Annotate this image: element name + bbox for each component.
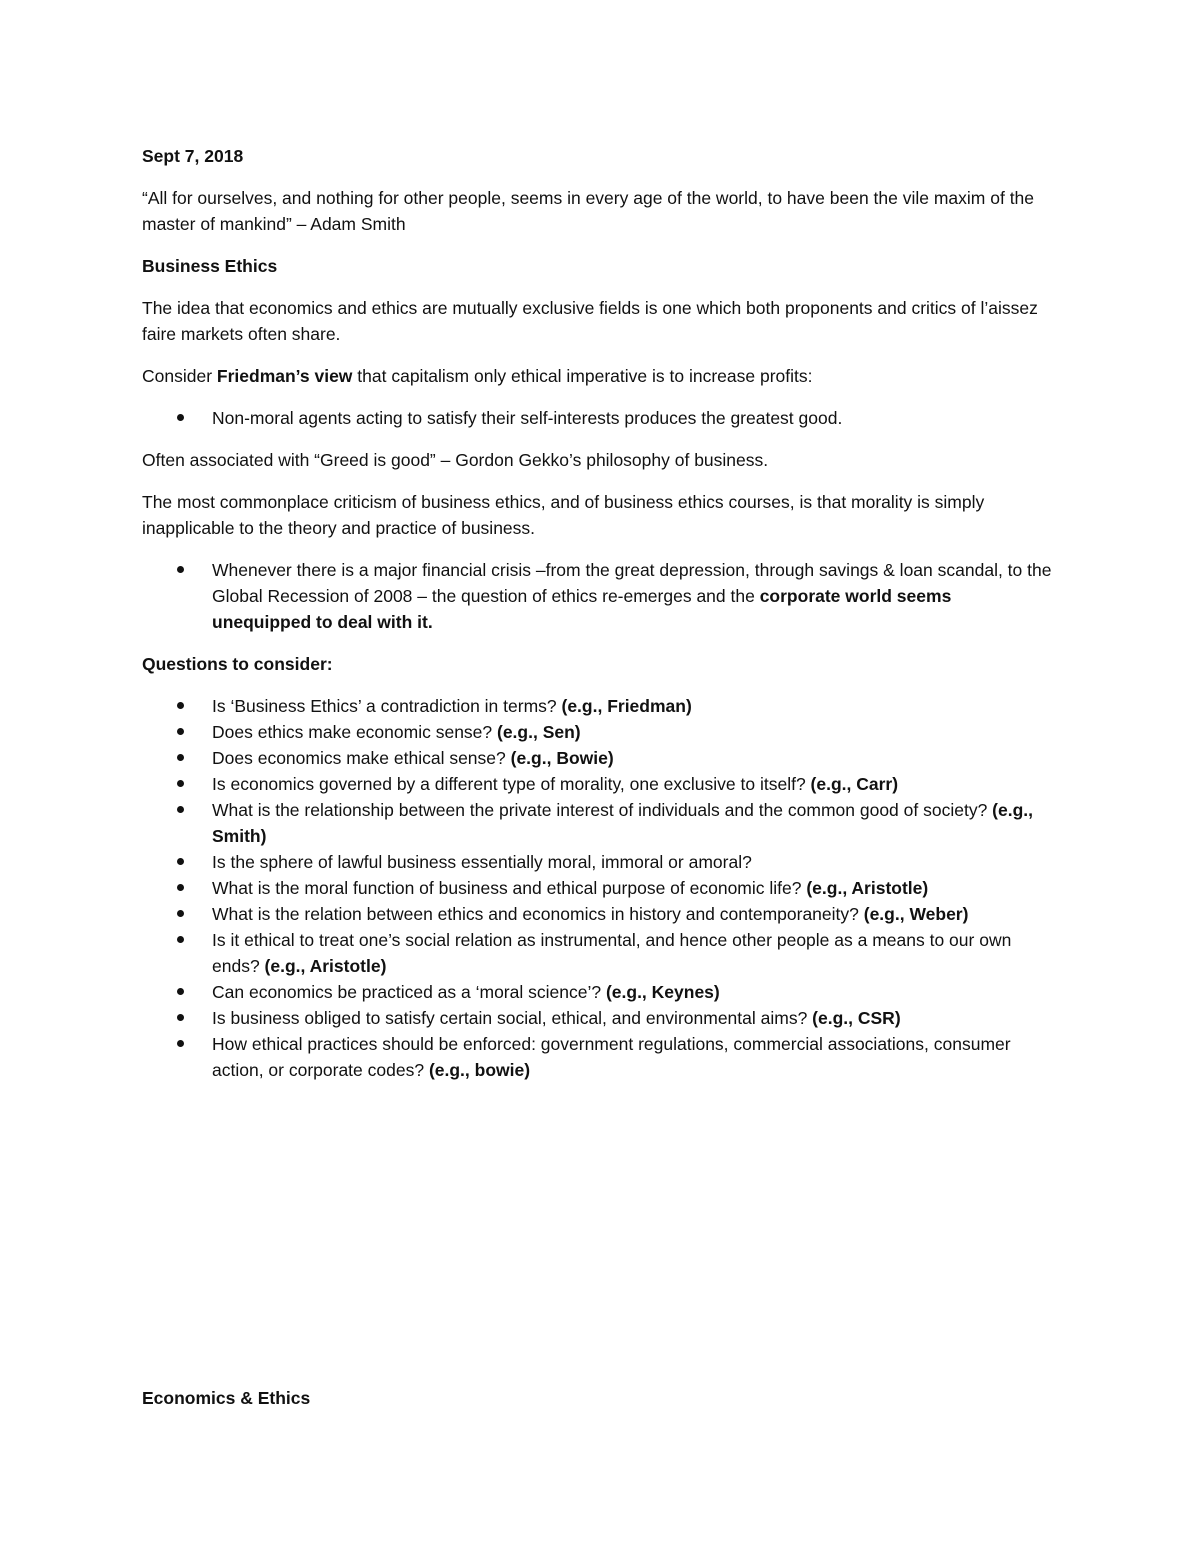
list-item bbox=[142, 927, 1052, 979]
list-item bbox=[142, 901, 1052, 927]
bullet-icon bbox=[177, 884, 184, 891]
crisis-bullet-list bbox=[142, 557, 1052, 635]
list-item bbox=[142, 719, 1052, 745]
question-text: What is the relation between ethics and economics in history and contemporaneity? bbox=[212, 904, 864, 924]
list-item bbox=[142, 849, 1052, 875]
bullet-icon bbox=[177, 702, 184, 709]
section-heading-business-ethics: Business Ethics bbox=[142, 256, 278, 276]
adam-smith-quote: “All for ourselves, and nothing for other people, seems in every age of the world, to have been the vile maxim of the master of mankind” – Adam Smith bbox=[142, 188, 1035, 234]
question-reference: (e.g., Aristotle) bbox=[264, 956, 387, 976]
question-reference: (e.g., Keynes) bbox=[605, 982, 720, 1002]
question-text: Does ethics make economic sense? bbox=[212, 722, 497, 742]
friedman-post-text: that capitalism only ethical imperative is to increase profits: bbox=[352, 366, 813, 386]
question-reference: (e.g., Smith) bbox=[212, 800, 1034, 846]
question-reference: (e.g., Weber) bbox=[863, 904, 969, 924]
bullet-icon bbox=[177, 1040, 184, 1047]
bullet-icon bbox=[177, 858, 184, 865]
question-reference: (e.g., Sen) bbox=[497, 722, 581, 742]
list-item bbox=[142, 557, 1052, 635]
question-reference: (e.g., Friedman) bbox=[561, 696, 692, 716]
bullet-icon bbox=[177, 1014, 184, 1021]
question-reference: (e.g., Aristotle) bbox=[806, 878, 929, 898]
list-item bbox=[142, 771, 1052, 797]
section-heading-questions: Questions to consider: bbox=[142, 654, 333, 674]
friedman-bullet-list bbox=[142, 405, 1052, 431]
list-item bbox=[142, 745, 1052, 771]
question-text: How ethical practices should be enforced: government regulations, commercial associations, consumer action, or corporate codes? bbox=[212, 1034, 1011, 1080]
bullet-icon bbox=[177, 728, 184, 735]
paragraph-friedman-view bbox=[142, 363, 1052, 389]
question-text: What is the moral function of business and ethical purpose of economic life? bbox=[212, 878, 807, 898]
list-item bbox=[142, 405, 1052, 431]
list-item bbox=[142, 1031, 1052, 1083]
question-text: Is ‘Business Ethics’ a contradiction in terms? bbox=[212, 696, 562, 716]
question-text: What is the relationship between the private interest of individuals and the common good of society? bbox=[212, 800, 993, 820]
list-item bbox=[142, 1005, 1052, 1031]
question-text: Is it ethical to treat one’s social relation as instrumental, and hence other people as a means to our own ends? bbox=[212, 930, 1012, 976]
bullet-text: Non-moral agents acting to satisfy their self-interests produces the greatest good. bbox=[212, 408, 843, 428]
question-reference: (e.g., Bowie) bbox=[510, 748, 614, 768]
friedman-pre-text: Consider bbox=[142, 366, 217, 386]
bullet-icon bbox=[177, 910, 184, 917]
list-item bbox=[142, 875, 1052, 901]
paragraph-greed-is-good: Often associated with “Greed is good” – Gordon Gekko’s philosophy of business. bbox=[142, 450, 769, 470]
question-text: Can economics be practiced as a ‘moral science’? bbox=[212, 982, 606, 1002]
list-item bbox=[142, 979, 1052, 1005]
questions-list bbox=[142, 693, 1052, 1083]
friedman-bold-text: Friedman’s view bbox=[216, 366, 353, 386]
question-reference: (e.g., CSR) bbox=[812, 1008, 901, 1028]
list-item bbox=[142, 693, 1052, 719]
bullet-icon bbox=[177, 936, 184, 943]
list-item bbox=[142, 797, 1052, 849]
bullet-icon bbox=[177, 988, 184, 995]
bullet-bold-text: corporate world seems unequipped to deal with it. bbox=[212, 586, 952, 632]
section-heading-economics-ethics: Economics & Ethics bbox=[142, 1388, 311, 1408]
question-reference: (e.g., Carr) bbox=[810, 774, 899, 794]
bullet-icon bbox=[177, 806, 184, 813]
question-text: Is business obliged to satisfy certain social, ethical, and environmental aims? bbox=[212, 1008, 813, 1028]
document-body bbox=[142, 143, 1052, 1099]
bullet-icon bbox=[177, 780, 184, 787]
bullet-text: Whenever there is a major financial crisis –from the great depression, through savings & loan scandal, to the Global Recession of 2008 – the question of ethics re-emerges and the bbox=[212, 560, 1052, 606]
bullet-icon bbox=[177, 566, 184, 573]
question-text: Is the sphere of lawful business essentially moral, immoral or amoral? bbox=[212, 852, 752, 872]
bullet-icon bbox=[177, 414, 184, 421]
question-text: Does economics make ethical sense? bbox=[212, 748, 511, 768]
bullet-icon bbox=[177, 754, 184, 761]
paragraph-criticism: The most commonplace criticism of business ethics, and of business ethics courses, is that morality is simply inapplicable to the theory and practice of business. bbox=[142, 492, 985, 538]
question-reference: (e.g., bowie) bbox=[428, 1060, 531, 1080]
paragraph-exclusive-fields: The idea that economics and ethics are mutually exclusive fields is one which both proponents and critics of l’aissez faire markets often share. bbox=[142, 298, 1038, 344]
document-date: Sept 7, 2018 bbox=[142, 146, 244, 166]
question-text: Is economics governed by a different type of morality, one exclusive to itself? bbox=[212, 774, 811, 794]
